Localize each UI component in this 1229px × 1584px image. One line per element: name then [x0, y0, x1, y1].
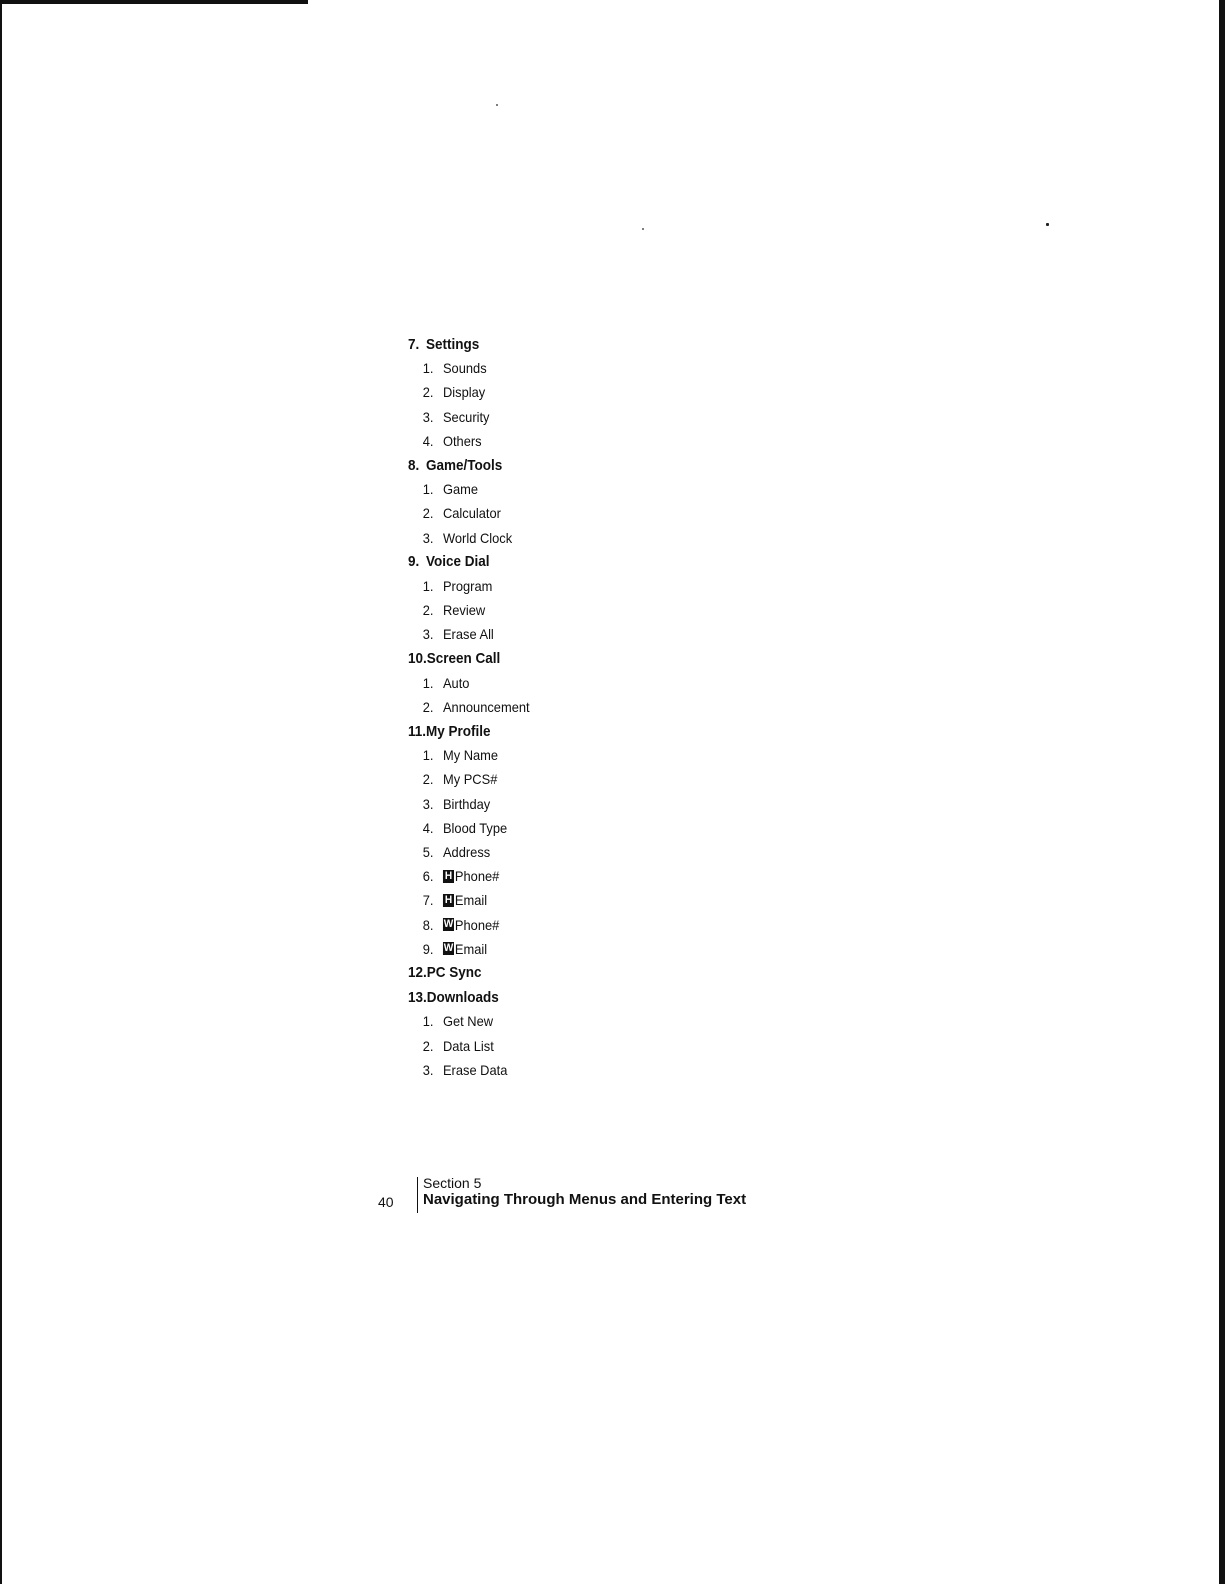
menu-item: [408, 356, 739, 380]
menu-item: [408, 937, 739, 961]
item-number: 3.: [422, 1061, 434, 1078]
item-label: Game: [442, 481, 479, 498]
menu-item: [408, 622, 739, 646]
scan-artifact-right-edge: [1219, 0, 1225, 1584]
item-label: World Clock: [442, 529, 513, 546]
menu-section-heading: [408, 550, 732, 574]
menu-section-heading: [408, 719, 732, 743]
item-label: Display: [442, 384, 486, 401]
item-label: Phone#: [454, 916, 500, 933]
section-title: Settings: [426, 335, 480, 353]
section-number: 12.: [408, 964, 427, 982]
menu-section-heading: [408, 453, 732, 477]
menu-item: [408, 477, 739, 501]
footer-chapter-title: Navigating Through Menus and Entering Text: [423, 1191, 747, 1208]
item-label: Get New: [442, 1013, 494, 1030]
item-number: 9.: [422, 940, 434, 957]
menu-item: [408, 526, 739, 550]
section-title: Game/Tools: [426, 456, 503, 474]
scan-artifact-top-bar: [0, 0, 308, 4]
home-work-badge-icon: H: [444, 869, 453, 882]
item-label: Others: [442, 432, 482, 449]
menu-item: [408, 380, 739, 404]
item-number: 1.: [422, 674, 434, 691]
section-title: Screen Call: [426, 650, 501, 668]
item-number: 2.: [422, 505, 434, 522]
item-label: Security: [442, 408, 490, 425]
menu-item: [408, 743, 739, 767]
item-label: Phone#: [454, 868, 500, 885]
item-label: Blood Type: [442, 819, 508, 836]
page-footer: [378, 1175, 898, 1215]
scan-speck: [496, 104, 498, 106]
menu-section-heading: [408, 332, 732, 356]
item-label: Auto: [442, 674, 470, 691]
section-number: 8.: [408, 456, 420, 474]
menu-item: [408, 695, 739, 719]
item-number: 2.: [422, 602, 434, 619]
item-number: 2.: [422, 698, 434, 715]
item-number: 2.: [422, 771, 434, 788]
item-label: Erase Data: [442, 1061, 508, 1078]
menu-item: [408, 864, 739, 888]
home-work-badge-icon: W: [443, 942, 454, 955]
item-number: 5.: [422, 844, 434, 861]
item-number: 3.: [422, 408, 434, 425]
item-number: 3.: [422, 626, 434, 643]
menu-section-heading: [408, 646, 732, 670]
menu-item: [408, 840, 739, 864]
footer-section-label: Section 5: [423, 1175, 482, 1191]
item-number: 1.: [422, 360, 434, 377]
section-number: 7.: [408, 335, 420, 353]
section-number: 13.: [408, 988, 427, 1006]
menu-item: [408, 767, 739, 791]
section-title: My Profile: [426, 722, 491, 740]
item-number: 7.: [422, 892, 434, 909]
section-number: 9.: [408, 553, 420, 571]
item-label: My PCS#: [442, 771, 498, 788]
section-title: PC Sync: [426, 964, 482, 982]
item-number: 1.: [422, 577, 434, 594]
menu-item: [408, 1058, 739, 1082]
page-number: 40: [378, 1194, 394, 1210]
menu-item: [408, 816, 739, 840]
item-number: 6.: [422, 868, 434, 885]
item-number: 3.: [422, 529, 434, 546]
scan-artifact-left-edge: [0, 0, 2, 1584]
item-label: Data List: [442, 1037, 494, 1054]
footer-divider: [417, 1177, 418, 1213]
menu-item: [408, 888, 739, 912]
item-label: Address: [442, 844, 491, 861]
scan-speck: [1046, 223, 1049, 226]
item-number: 8.: [422, 916, 434, 933]
item-label: Email: [454, 940, 488, 957]
item-number: 4.: [422, 432, 434, 449]
item-number: 4.: [422, 819, 434, 836]
menu-outline: [408, 332, 768, 1082]
item-label: Review: [442, 602, 486, 619]
section-number: 11.: [408, 722, 427, 740]
menu-item: [408, 574, 739, 598]
item-number: 3.: [422, 795, 434, 812]
menu-section-heading: [408, 961, 732, 985]
section-number: 10.: [408, 650, 427, 668]
menu-section-heading: [408, 985, 732, 1009]
home-work-badge-icon: W: [443, 918, 454, 931]
home-work-badge-icon: H: [444, 893, 453, 906]
menu-item: [408, 501, 739, 525]
item-number: 2.: [422, 384, 434, 401]
menu-item: [408, 792, 739, 816]
item-label: Sounds: [442, 360, 487, 377]
item-number: 1.: [422, 747, 434, 764]
item-label: Program: [442, 577, 493, 594]
item-label: Birthday: [442, 795, 491, 812]
menu-item: [408, 405, 739, 429]
item-number: 1.: [422, 481, 434, 498]
item-label: Erase All: [442, 626, 494, 643]
item-label: Announcement: [442, 698, 530, 715]
menu-item: [408, 1009, 739, 1033]
section-title: Voice Dial: [426, 553, 490, 571]
item-number: 1.: [422, 1013, 434, 1030]
item-number: 2.: [422, 1037, 434, 1054]
menu-item: [408, 913, 739, 937]
item-label: Email: [454, 892, 488, 909]
menu-item: [408, 429, 739, 453]
section-title: Downloads: [426, 988, 499, 1006]
scan-speck: [642, 228, 644, 230]
menu-item: [408, 1033, 739, 1057]
item-label: My Name: [442, 747, 499, 764]
item-label: Calculator: [442, 505, 501, 522]
menu-item: [408, 671, 739, 695]
menu-item: [408, 598, 739, 622]
